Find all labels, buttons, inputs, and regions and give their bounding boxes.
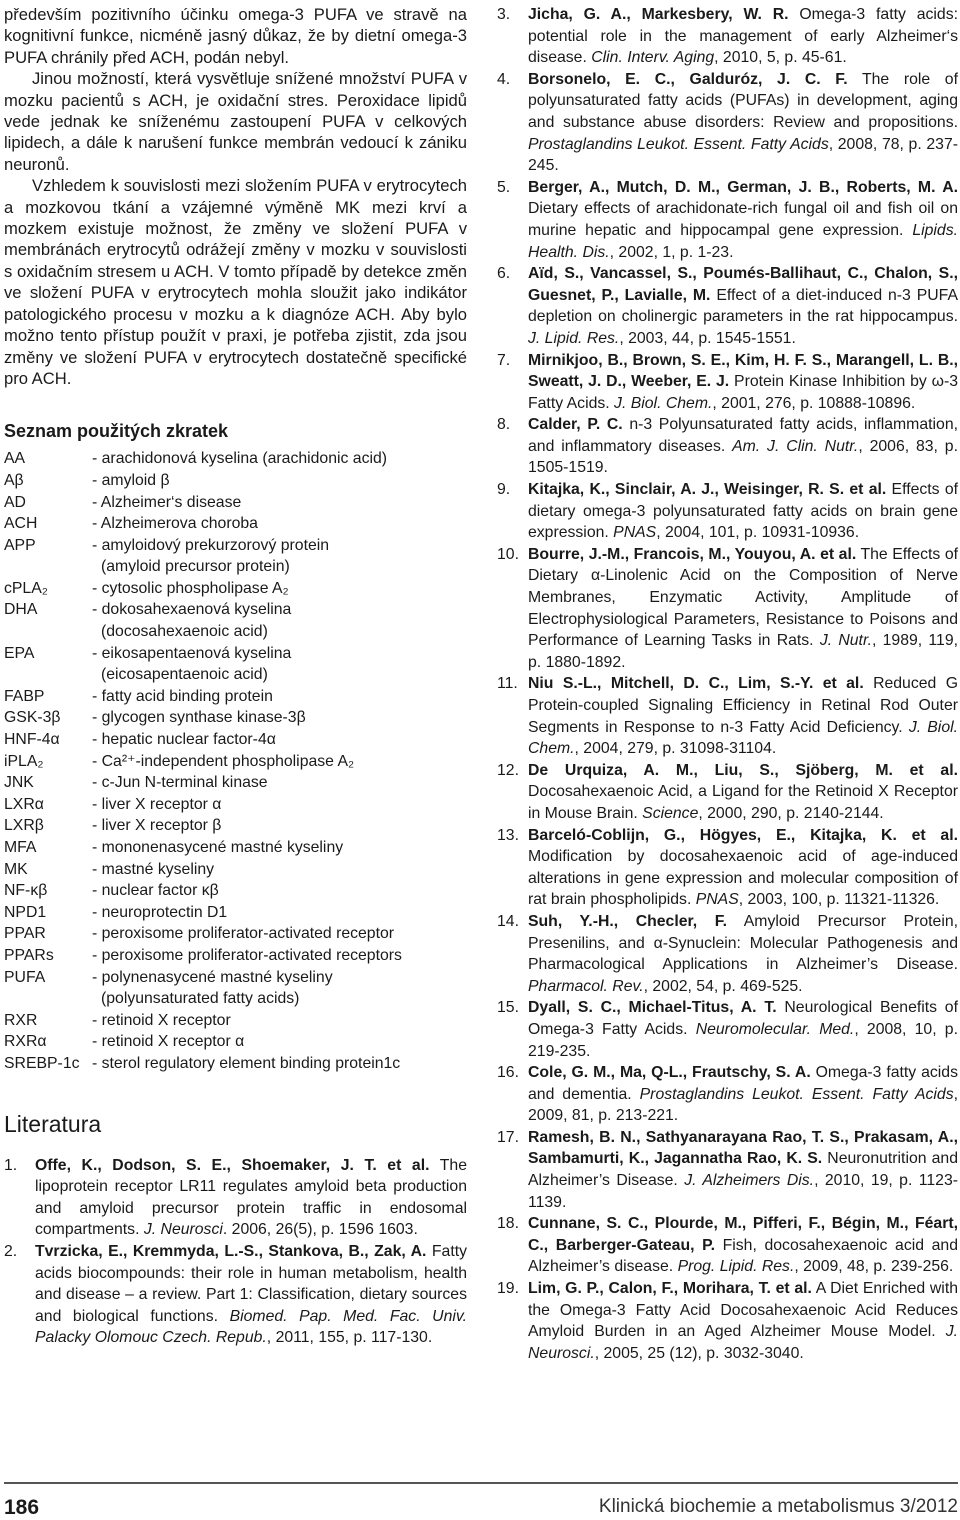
reference-details: , 1989, 119, p. 1880-1892. (528, 632, 958, 671)
reference-number: 1. (4, 1156, 18, 1174)
reference-text (528, 1278, 958, 1364)
reference-title: Omega-3 fatty acids and dementia. (528, 1064, 958, 1103)
reference-journal: Prostaglandins Leukot. Essent. Fatty Acids (528, 135, 829, 153)
abbreviation-key: NF-κβ (4, 882, 48, 900)
abbreviation-meaning: - eikosapentaenová kyselina (92, 644, 292, 662)
abbreviation-meaning: - polynenasycené mastné kyseliny (92, 968, 333, 986)
abbreviation-meaning: - sterol regulatory element binding protein1c (92, 1054, 401, 1072)
reference-details: , 2008, 78, p. 237-245. (528, 135, 958, 175)
body-paragraph-3: Vzhledem k souvislosti mezi složením PUFA v erytrocytech a mozkovou tkání a vzájemné výměně MK mezi krví a mozkem existuje možnost, že změny ve složení PUFA v membránách erytrocytů odrážejí změny v mozku v souvislosti s oxidačním stresem u ACH. V tomto případě by detekce změn ve složení PUFA v erytrocytech mohla sloužit jako indikátor patologického procesu v mozku a k diagnóze ACH. Aby bylo možno tento přístup použít v praxi, je potřeba zjistit, zda jsou změny ve složení PUFA v erytrocytech dostatečně specifické pro ACH. (4, 176, 467, 388)
abbreviation-value (92, 448, 467, 470)
reference-details: , 2004, 101, p. 10931-10936. (656, 524, 860, 542)
abbreviation-key: RXR (4, 1011, 38, 1029)
abbreviation-row (4, 707, 467, 729)
abbreviation-meaning: - Ca²⁺-independent phospholipase A₂ (92, 752, 355, 770)
reference-title: Fatty acids biocompounds: their role in human metabolism, health and disease – a review. Part 1: Classification, dietary sources and biological functions. (35, 1242, 467, 1325)
reference-title: The Effects of Dietary α-Linolenic Acid on the Composition of Nerve Membranes, Enzymatic Activity, Amplitude of Electrophysiological Parameters, Resistance to Poisons and Performance of Learning Tasks in Rats. (528, 545, 958, 650)
abbreviation-value (92, 470, 467, 492)
abbreviation-row (4, 1053, 467, 1075)
reference-authors: Dyall, S. C., Michael-Titus, A. T. (528, 999, 777, 1017)
abbreviation-row (4, 1010, 467, 1032)
abbreviation-row (4, 1031, 467, 1053)
abbreviation-key: MFA (4, 839, 37, 856)
reference-authors: Berger, A., Mutch, D. M., German, J. B., Roberts, M. A. (528, 178, 958, 196)
reference-authors: Cunnane, S. C., Plourde, M., Pifferi, F., Bégin, M., Féart, C., Barberger-Gateau, P. (528, 1215, 958, 1254)
reference-authors: Lim, G. P., Calon, F., Morihara, T. et al. (528, 1280, 812, 1298)
reference-item (497, 760, 958, 825)
abbreviation-row (4, 513, 467, 535)
abbreviation-row (4, 967, 467, 1010)
abbreviation-key: JNK (4, 774, 34, 792)
reference-journal: Biomed. Pap. Med. Fac. Univ. Palacky Olomouc Czech. Repub. (35, 1307, 467, 1347)
abbreviation-meaning: - peroxisome proliferator-activated receptor (92, 925, 395, 943)
abbreviation-value (92, 513, 467, 535)
abbreviation-value (92, 492, 467, 514)
reference-number: 4. (497, 70, 511, 88)
reference-authors: Ramesh, B. N., Sathyanarayana Rao, T. S., Prakasam, A., Sambamurti, K., Jagannatha Rao, K. S. (528, 1128, 958, 1168)
reference-text (528, 263, 958, 349)
abbreviation-row (4, 599, 467, 642)
reference-item (497, 911, 958, 997)
reference-title: Protein Kinase Inhibition by ω-3 Fatty Acids. (528, 373, 958, 412)
reference-details: , 2005, 25 (12), p. 3032-3040. (594, 1344, 804, 1362)
abbreviation-row (4, 686, 467, 708)
reference-details: , 2008, 10, p. 219-235. (528, 1020, 958, 1060)
reference-title: Docosahexaenoic Acid, a Ligand for the Retinoid X Receptor in Mouse Brain. (528, 783, 958, 822)
abbreviation-row (4, 815, 467, 837)
abbreviation-meaning: - neuroprotectin D1 (92, 903, 228, 921)
abbreviation-row (4, 448, 467, 470)
abbreviation-row (4, 794, 467, 816)
reference-number: 16. (497, 1064, 519, 1082)
abbreviation-value (92, 578, 467, 600)
abbreviation-key: AA (4, 450, 26, 468)
abbreviation-meaning: - mastné kyseliny (92, 860, 215, 878)
abbreviation-key: AD (4, 493, 26, 511)
reference-number: 12. (497, 761, 519, 779)
reference-details: , 2010, 19, p. 1123-1139. (528, 1172, 958, 1211)
references-list-left (4, 1155, 467, 1349)
reference-authors: Mirnikjoo, B., Brown, S. E., Kim, H. F. S., Marangell, L. B., Sweatt, J. D., Weeber, E. J. (528, 351, 958, 391)
reference-journal: Pharmacol. Rev. (528, 977, 644, 995)
abbreviation-row (4, 578, 467, 600)
reference-number: 9. (497, 481, 511, 499)
reference-item (497, 479, 958, 544)
abbreviation-row (4, 729, 467, 751)
abbreviation-key: LXRβ (4, 817, 44, 835)
abbreviation-meaning: - peroxisome proliferator-activated receptors (92, 946, 402, 964)
reference-number: 6. (497, 265, 511, 283)
abbreviation-meaning: - hepatic nuclear factor-4α (92, 731, 276, 749)
abbreviation-value (92, 923, 467, 945)
abbreviation-value (92, 535, 467, 578)
reference-number: 7. (497, 351, 511, 369)
abbreviation-key: NPD1 (4, 903, 47, 921)
abbreviation-meaning: - nuclear factor κβ (92, 882, 219, 900)
reference-text (528, 544, 958, 674)
reference-journal: PNAS (695, 891, 739, 909)
reference-journal: J. Biol. Chem. (528, 718, 958, 758)
abbreviation-value (92, 859, 467, 881)
abbreviation-meaning: - mononenasycené mastné kyseliny (92, 839, 344, 856)
reference-journal: J. Neurosci (143, 1221, 223, 1239)
reference-text (35, 1155, 467, 1241)
reference-title: Dietary effects of arachidonate-rich fungal oil and fish oil on murine hepatic and hippocampal gene expression. (528, 200, 958, 239)
reference-authors: Calder, P. C. (528, 416, 623, 434)
reference-journal: J. Nutr. (819, 632, 873, 650)
reference-authors: Bourre, J.-M., Francois, M., Youyou, A. et al. (528, 545, 857, 563)
abbreviation-key: Aβ (4, 471, 24, 489)
reference-item (497, 825, 958, 911)
reference-journal: Am. J. Clin. Nutr. (732, 437, 859, 455)
abbreviation-row (4, 880, 467, 902)
reference-journal: J. Lipid. Res. (528, 329, 620, 347)
abbreviation-row (4, 535, 467, 578)
abbreviation-value (92, 686, 467, 708)
abbreviation-meaning: - amyloidový prekurzorový protein (92, 536, 330, 554)
reference-text (528, 1127, 958, 1213)
reference-number: 15. (497, 999, 519, 1017)
reference-text (528, 1062, 958, 1127)
abbreviation-translation: (eicosapentaenoic acid) (101, 666, 268, 684)
abbreviations-title: Seznam použitých zkratek (4, 421, 229, 442)
reference-details: , 2003, 100, p. 11321-11326. (738, 891, 940, 909)
reference-title: n-3 Polyunsaturated fatty acids, inflammation, and inflammatory diseases. (528, 416, 958, 455)
reference-authors: Borsonelo, E. C., Galduróz, J. C. F. (528, 70, 848, 88)
reference-number: 5. (497, 178, 511, 196)
reference-number: 10. (497, 545, 519, 563)
reference-journal: J. Alzheimers Dis. (684, 1172, 815, 1190)
abbreviation-row (4, 859, 467, 881)
abbreviation-key: FABP (4, 687, 45, 705)
reference-journal: J. Biol. Chem. (614, 394, 713, 412)
reference-details: , 2009, 48, p. 239-256. (794, 1258, 954, 1276)
abbreviation-key: ACH (4, 515, 38, 533)
reference-title: Neurological Benefits of Omega-3 Fatty Acids. (528, 999, 958, 1038)
abbreviation-meaning: - fatty acid binding protein (92, 687, 273, 705)
abbreviation-translation: (amyloid precursor protein) (101, 558, 290, 576)
reference-journal: Clin. Interv. Aging (591, 49, 715, 67)
reference-number: 18. (497, 1215, 519, 1233)
reference-title: Effect of a diet-induced n-3 PUFA depletion on cholinergic parameters in the rat hippocampus. (528, 286, 958, 326)
abbreviation-row (4, 751, 467, 773)
reference-title: Omega-3 fatty acids: potential role in the management of early Alzheimer‘s disease. (528, 6, 958, 67)
reference-item (497, 544, 958, 674)
right-column (497, 4, 958, 1364)
reference-number: 11. (497, 675, 518, 693)
abbreviation-row (4, 470, 467, 492)
abbreviation-meaning: - liver X receptor α (92, 795, 222, 813)
reference-title: A Diet Enriched with the Omega-3 Fatty Acid Docosahexaenoic Acid Reduces Amyloid Burden in an Aged Alzheimer Mouse Model. (528, 1280, 958, 1341)
reference-text (528, 4, 958, 69)
body-paragraph-2: Jinou možností, která vysvětluje snížené množství PUFA v mozku pacientů s ACH, je oxidační stres. Peroxidace lipidů vede jednak ke sníženému zastoupení PUFA v celkových lipidech, a dále k narušení funkce membrán vedoucí k zániku neuronů. (4, 69, 467, 174)
literature-title: Literatura (4, 1110, 102, 1137)
abbreviation-value (92, 794, 467, 816)
reference-journal: J. Neurosci. (528, 1323, 958, 1362)
reference-title: Reduced G Protein-coupled Signaling Efficiency in Retinal Rod Outer Segments in Response to n-3 Fatty Acid Deficiency. (528, 675, 958, 736)
reference-title: Effects of dietary omega-3 polyunsaturated fatty acids on brain gene expression. (528, 481, 959, 542)
reference-journal: PNAS (613, 524, 657, 542)
abbreviation-meaning: - cytosolic phospholipase A₂ (92, 579, 289, 597)
abbreviation-value (92, 967, 467, 1010)
abbreviation-key: PUFA (4, 968, 46, 986)
reference-authors: Niu S.-L., Mitchell, D. C., Lim, S.-Y. et al. (528, 675, 864, 693)
reference-item (4, 1241, 467, 1349)
abbreviation-key: SREBP-1c (4, 1054, 80, 1072)
abbreviation-value (92, 751, 467, 773)
reference-authors: Jicha, G. A., Markesbery, W. R. (528, 6, 789, 23)
reference-item (497, 69, 958, 177)
abbreviation-meaning: - Alzheimerova choroba (92, 515, 258, 533)
reference-text (528, 673, 958, 759)
abbreviation-meaning: - dokosahexaenová kyselina (92, 601, 292, 619)
abbreviation-meaning: - liver X receptor β (92, 817, 222, 835)
footer-divider (4, 1482, 958, 1484)
reference-number: 3. (497, 6, 511, 23)
reference-journal: Neuromolecular. Med. (695, 1020, 855, 1038)
reference-details: , 2010, 5, p. 45-61. (714, 49, 847, 67)
reference-number: 8. (497, 416, 511, 434)
abbreviation-key: RXRα (4, 1033, 47, 1051)
abbreviation-row (4, 772, 467, 794)
abbreviation-value (92, 643, 467, 686)
abbreviation-value (92, 599, 467, 642)
abbreviation-meaning: - glycogen synthase kinase-3β (92, 709, 306, 727)
abbreviation-value (92, 837, 467, 859)
abbreviation-row (4, 923, 467, 945)
reference-authors: De Urquiza, A. M., Liu, S., Sjöberg, M. et al. (528, 761, 958, 779)
abbreviation-value (92, 902, 467, 924)
abbreviation-value (92, 1010, 467, 1032)
abbreviation-value (92, 815, 467, 837)
reference-item (497, 350, 958, 415)
reference-text (528, 177, 958, 263)
reference-title: Modification by docosahexaenoic acid of age-induced alterations in gene expression and molecular composition of rat brain phospholipids. (528, 848, 958, 909)
page-number: 186 (4, 1496, 40, 1519)
reference-text (528, 760, 958, 825)
reference-journal: Prostaglandins Leukot. Essent. Fatty Acids (639, 1085, 954, 1103)
reference-item (497, 1127, 958, 1213)
reference-text (528, 414, 958, 479)
reference-details: , 2009, 81, p. 213-221. (528, 1085, 958, 1125)
abbreviation-row (4, 492, 467, 514)
reference-item (497, 1278, 958, 1364)
reference-details: , 2002, 1, p. 1-23. (609, 243, 734, 261)
abbreviation-key: HNF-4α (4, 731, 60, 749)
reference-authors: Offe, K., Dodson, S. E., Shoemaker, J. T. et al. (35, 1156, 430, 1174)
abbreviation-translation: (polyunsaturated fatty acids) (101, 990, 300, 1008)
reference-details: . 2006, 26(5), p. 1596 1603. (222, 1221, 418, 1239)
reference-authors: Aïd, S., Vancassel, S., Poumés-Ballihaut, C., Chalon, S., Guesnet, P., Lavialle, M. (528, 265, 958, 304)
reference-details: , 2002, 54, p. 469-525. (643, 977, 803, 995)
references-list-right (497, 4, 958, 1364)
reference-title: The role of polyunsaturated fatty acids (PUFAs) in development, aging and substance abuse disorders: Review and propositions. (528, 70, 958, 131)
abbreviation-row (4, 902, 467, 924)
abbreviation-key: iPLA₂ (4, 752, 44, 770)
reference-journal: Lipids. Health. Dis. (528, 221, 958, 261)
abbreviation-key: MK (4, 860, 28, 878)
abbreviation-row (4, 837, 467, 859)
abbreviation-value (92, 1031, 467, 1053)
abbreviations-list (4, 448, 467, 1074)
abbreviation-meaning: - arachidonová kyselina (arachidonic acid) (92, 450, 388, 468)
abbreviation-key: cPLA₂ (4, 579, 48, 597)
abbreviation-value (92, 880, 467, 902)
abbreviation-value (92, 1053, 467, 1075)
reference-text (528, 479, 958, 544)
reference-title: Neuronutrition and Alzheimer’s Disease. (528, 1150, 958, 1190)
abbreviation-key: LXRα (4, 795, 44, 813)
reference-authors: Tvrzicka, E., Kremmyda, L.-S., Stankova, B., Zak, A. (35, 1242, 427, 1260)
reference-authors: Barceló-Coblijn, G., Högyes, E., Kitajka, K. et al. (528, 826, 958, 844)
reference-item (497, 1062, 958, 1127)
abbreviation-key: PPARs (4, 946, 54, 964)
reference-title: Fish, docosahexaenoic acid and Alzheimer’s disease. (528, 1236, 958, 1276)
reference-text (528, 1213, 958, 1278)
reference-title: The lipoprotein receptor LR11 regulates amyloid beta production and amyloid precursor protein traffic in endosomal compartments. (35, 1156, 467, 1239)
abbreviation-value (92, 945, 467, 967)
reference-details: , 2003, 44, p. 1545-1551. (619, 329, 796, 347)
reference-details: , 2004, 279, p. 31098-31104. (574, 740, 777, 758)
reference-text (528, 997, 958, 1062)
reference-text (35, 1241, 467, 1349)
abbreviation-meaning: - retinoid X receptor (92, 1011, 231, 1029)
abbreviation-key: EPA (4, 644, 35, 662)
reference-text (528, 350, 958, 415)
abbreviation-key: APP (4, 536, 36, 554)
abbreviation-row (4, 643, 467, 686)
reference-item (497, 263, 958, 349)
reference-number: 2. (4, 1242, 18, 1260)
journal-name: Klinická biochemie a metabolismus 3/2012 (598, 1496, 958, 1517)
reference-text (528, 69, 958, 177)
reference-details: , 2006, 83, p. 1505-1519. (528, 437, 958, 477)
reference-authors: Cole, G. M., Ma, Q-L., Frautschy, S. A. (528, 1064, 811, 1082)
reference-title: Amyloid Precursor Protein, Presenilins, and α-Synuclein: Molecular Pathogenesis and Pharmacological Applications in Alzheimer’s Disease. (528, 912, 958, 974)
reference-number: 14. (497, 912, 519, 930)
abbreviation-meaning: - retinoid X receptor α (92, 1033, 245, 1051)
reference-authors: Suh, Y.-H., Checler, F. (528, 912, 728, 930)
reference-number: 17. (497, 1128, 519, 1146)
abbreviation-meaning: - c-Jun N-terminal kinase (92, 774, 268, 792)
reference-item (497, 673, 958, 759)
reference-item (497, 1213, 958, 1278)
abbreviation-value (92, 707, 467, 729)
reference-item (497, 4, 958, 69)
abbreviation-translation: (docosahexaenoic acid) (101, 623, 268, 641)
reference-text (528, 911, 958, 997)
reference-number: 19. (497, 1280, 519, 1298)
reference-journal: Science (642, 804, 699, 822)
abbreviation-value (92, 729, 467, 751)
reference-journal: Prog. Lipid. Res. (677, 1258, 795, 1276)
abbreviation-row (4, 945, 467, 967)
reference-details: , 2000, 290, p. 2140-2144. (698, 804, 884, 822)
reference-authors: Kitajka, K., Sinclair, A. J., Weisinger, R. S. et al. (528, 481, 887, 499)
left-column (4, 4, 467, 1349)
abbreviation-meaning: - Alzheimer‘s disease (92, 493, 242, 511)
abbreviation-value (92, 772, 467, 794)
reference-item (497, 997, 958, 1062)
reference-details: , 2011, 155, p. 117-130. (266, 1329, 433, 1347)
reference-text (528, 825, 958, 911)
reference-item (497, 414, 958, 479)
reference-item (4, 1155, 467, 1241)
reference-number: 13. (497, 826, 519, 844)
abbreviation-key: PPAR (4, 925, 46, 943)
abbreviation-meaning: - amyloid β (92, 471, 170, 489)
body-paragraph-1: především pozitivního účinku omega-3 PUFA ve stravě na kognitivní funkce, nicméně jasný důkaz, že by dietní omega-3 PUFA chránily před ACH, podán nebyl. (4, 5, 467, 67)
reference-item (497, 177, 958, 263)
reference-details: , 2001, 276, p. 10888-10896. (712, 394, 916, 412)
abbreviation-key: GSK-3β (4, 709, 61, 727)
abbreviation-key: DHA (4, 601, 38, 619)
